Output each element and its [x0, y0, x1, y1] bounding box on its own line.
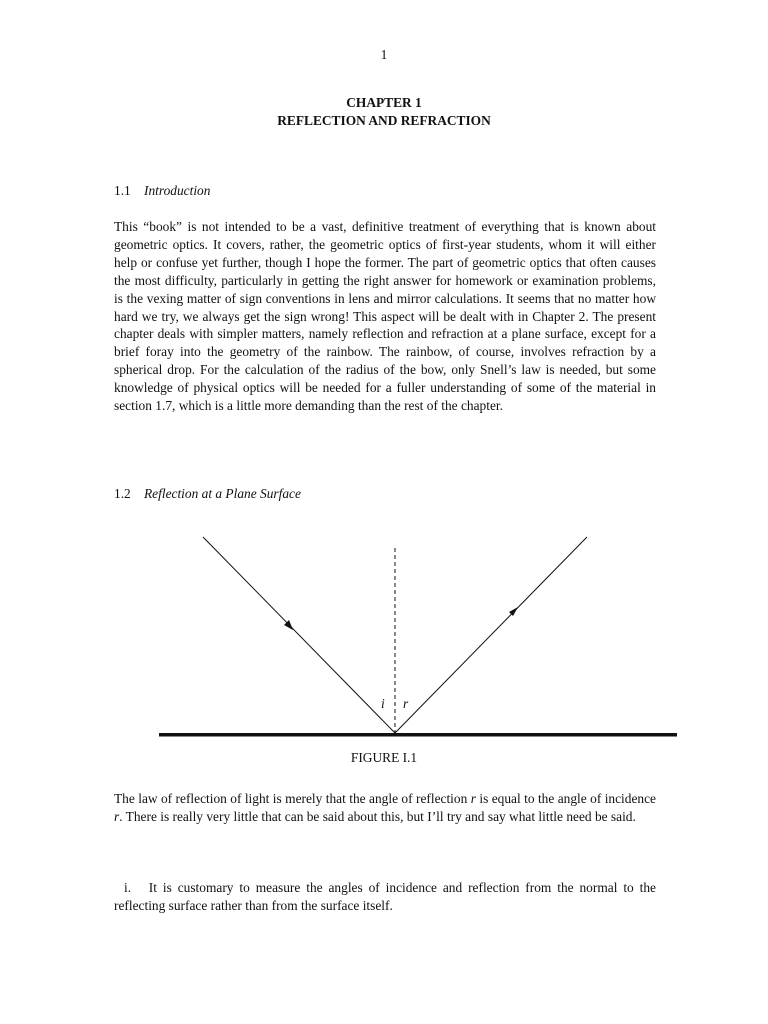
chapter-number: CHAPTER 1 [346, 95, 422, 110]
reflecting-surface [159, 733, 677, 737]
point-marker: i. [124, 880, 132, 895]
introduction-paragraph: This “book” is not intended to be a vast, definitive treatment of everything that is known about geometric optics. It covers, rather, the geometric optics of first-year students, whom it will either help or confuse yet further, though I hope the former. The part of geometric optics that often causes the most difficulty, particularly in getting the right answer for homework or examination problems, is the vexing matter of sign conventions in lens and mirror calculations. It seems that no matter how hard we try, we always get the sign wrong! This aspect will be dealt with in Chapter 2. The present chapter deals with simpler matters, namely reflection and refraction at a plane surface, except for a brief foray into the geometry of the rainbow. The rainbow, of course, involves refraction by a spherical drop. For the calculation of the radius of the bow, only Snell’s law is needed, but some knowledge of physical optics will be needed for a fuller understanding of some of the material in section 1.7, which is a little more demanding than the rest of the chapter. [114, 219, 656, 414]
section-title: Reflection at a Plane Surface [144, 486, 301, 501]
chapter-name: REFLECTION AND REFRACTION [277, 113, 491, 128]
section-number: 1.1 [114, 183, 131, 198]
point-i-paragraph [114, 879, 656, 915]
reflected-ray [395, 537, 587, 733]
section-number: 1.2 [114, 486, 131, 501]
page-number: 1 [380, 47, 388, 62]
point-text: It is customary to measure the angles of incidence and reflection from the normal to the reflecting surface rather than from the surface itself. [114, 880, 656, 913]
figure-caption: FIGURE I.1 [350, 750, 418, 765]
angle-label-i: i [381, 696, 385, 711]
angle-label-r: r [403, 696, 409, 711]
section-title: Introduction [144, 183, 211, 198]
incident-ray [203, 537, 395, 733]
law-of-reflection-paragraph: The law of reflection of light is merely that the angle of reflection r is equal to the angle of incidence r. There is really very little that can be said about this, but I’ll try and say what little need be said. [114, 791, 656, 824]
